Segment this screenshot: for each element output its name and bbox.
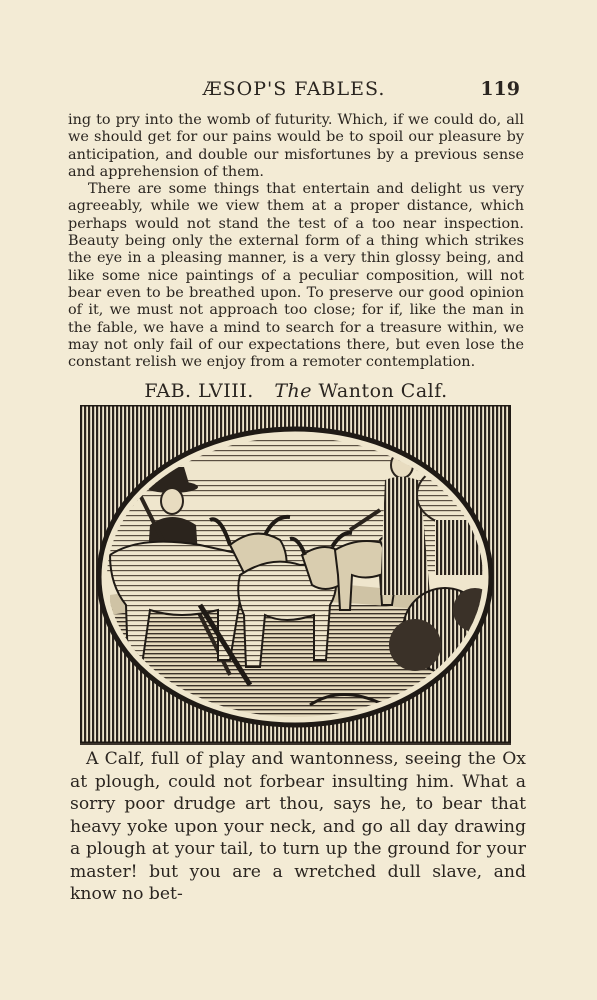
- woodcut-illustration: [80, 405, 511, 743]
- paragraph-2: There are some things that entertain and delight us very agreeably, while we view them at a proper distance, which perhaps would not stand the test of a too near inspection. Beauty being only the external form of a thing which strikes the eye in a pleasing manner, is a very thin glossy being, and like some nice paintings of a peculiar composition, will not bear even to be breathed upon. To preserve our good opinion of it, we must not approach too close; for if, like the man in the fable, we have a mind to search for a treasure within, we may not only fail of our expectations there, but even lose the constant relish we enjoy from a remoter contemplation.: [68, 181, 524, 371]
- fable-number: FAB. LVIII.: [144, 380, 254, 402]
- illustration-rule: [80, 743, 511, 745]
- fable-heading: [68, 380, 524, 402]
- running-head: [68, 76, 520, 102]
- paragraph-1: ing to pry into the womb of futurity. Which, if we could do, all we should get for our pains would be to spoil our pleasure by anticipation, and double our misfortunes by a previous sense and apprehension of them.: [68, 112, 524, 180]
- commentary-text: [68, 112, 524, 371]
- fable-title: Wanton Calf.: [318, 380, 448, 402]
- page-number: 119: [480, 78, 520, 100]
- fable-paragraph: A Calf, full of play and wantonness, seeing the Ox at plough, could not forbear insulting him. What a sorry poor drudge art thou, says he, to bear that heavy yoke upon your neck, and go all day drawing a plough at your tail, to turn up the ground for your master! but you are a wretched dull slave, and know no bet-: [70, 749, 526, 904]
- fable-body: [70, 748, 526, 906]
- running-title: ÆSOP'S FABLES.: [202, 78, 386, 100]
- fable-title-article: The: [274, 380, 312, 402]
